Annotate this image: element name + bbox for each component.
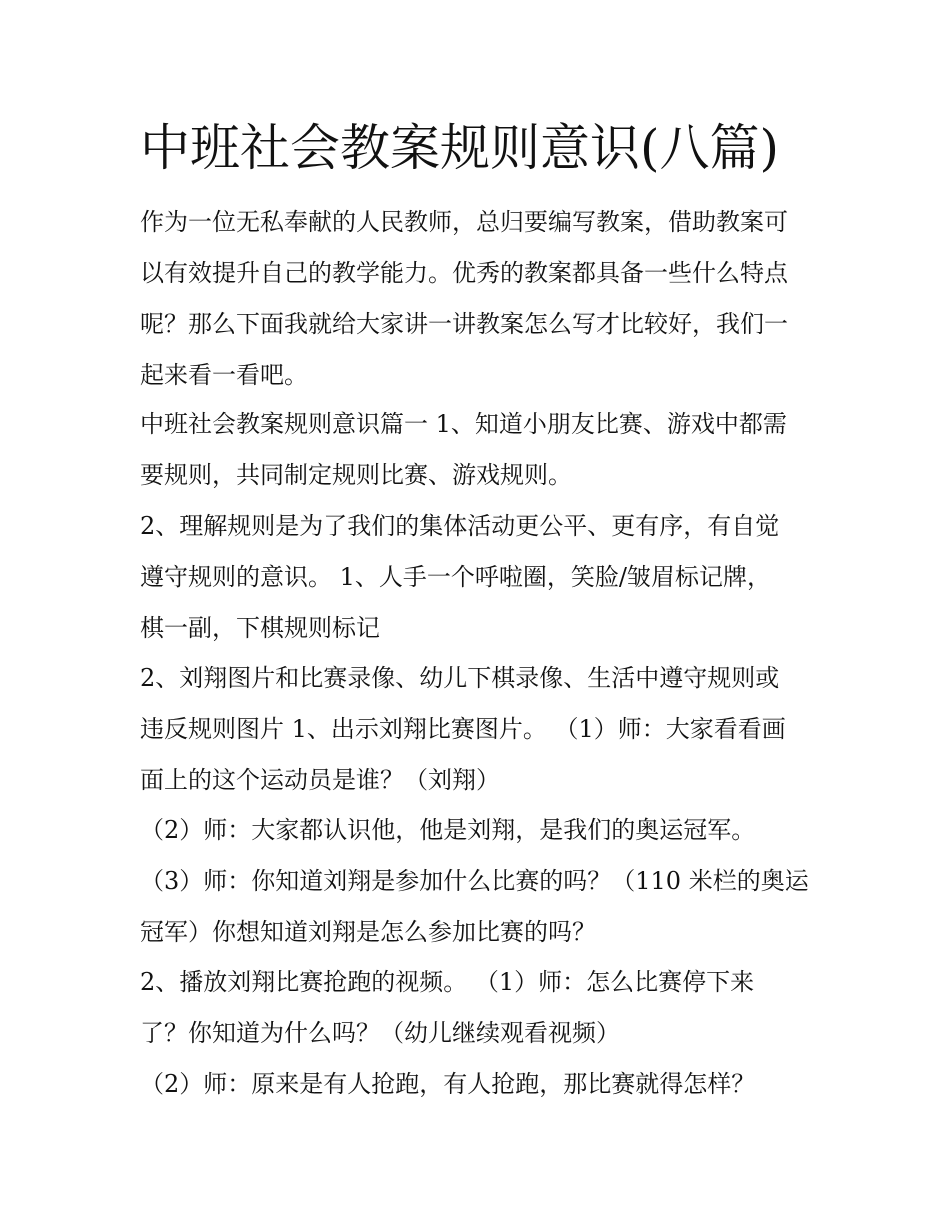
document-title: 中班社会教案规则意识(八篇) <box>140 119 780 177</box>
paragraph-line: 作为一位无私奉献的人民教师，总归要编写教案，借助教案可 <box>140 208 788 236</box>
paragraph-line: 以有效提升自己的教学能力。优秀的教案都具备一些什么特点 <box>140 259 788 287</box>
paragraph-line: 呢？那么下面我就给大家讲一讲教案怎么写才比较好，我们一 <box>140 310 788 338</box>
paragraph-line: 冠军）你想知道刘翔是怎么参加比赛的吗？ <box>140 918 596 946</box>
paragraph-line: 违反规则图片 1、出示刘翔比赛图片。 （1）师：大家看看画 <box>140 715 786 743</box>
paragraph-line: （3）师：你知道刘翔是参加什么比赛的吗？（110 米栏的奥运 <box>140 867 809 895</box>
paragraph-line: （2）师：原来是有人抢跑，有人抢跑，那比赛就得怎样？ <box>140 1070 756 1098</box>
paragraph-line: 棋一副，下棋规则标记 <box>140 614 380 642</box>
paragraph-line: 了？你知道为什么吗？（幼儿继续观看视频） <box>140 1019 620 1047</box>
paragraph-line: 2、刘翔图片和比赛录像、幼儿下棋录像、生活中遵守规则或 <box>140 664 780 692</box>
paragraph-line: 2、播放刘翔比赛抢跑的视频。 （1）师：怎么比赛停下来 <box>140 968 755 996</box>
paragraph-line: 中班社会教案规则意识篇一 1、知道小朋友比赛、游戏中都需 <box>140 410 787 438</box>
paragraph-line: 2、理解规则是为了我们的集体活动更公平、更有序，有自觉 <box>140 512 780 540</box>
paragraph-line: 面上的这个运动员是谁？（刘翔） <box>140 766 500 794</box>
paragraph-line: 起来看一看吧。 <box>140 361 308 389</box>
paragraph-line: 遵守规则的意识。 1、人手一个呼啦圈，笑脸/皱眉标记牌， <box>140 563 771 591</box>
paragraph-line: 要规则，共同制定规则比赛、游戏规则。 <box>140 461 572 489</box>
paragraph-line: （2）师：大家都认识他，他是刘翔，是我们的奥运冠军。 <box>140 816 756 844</box>
